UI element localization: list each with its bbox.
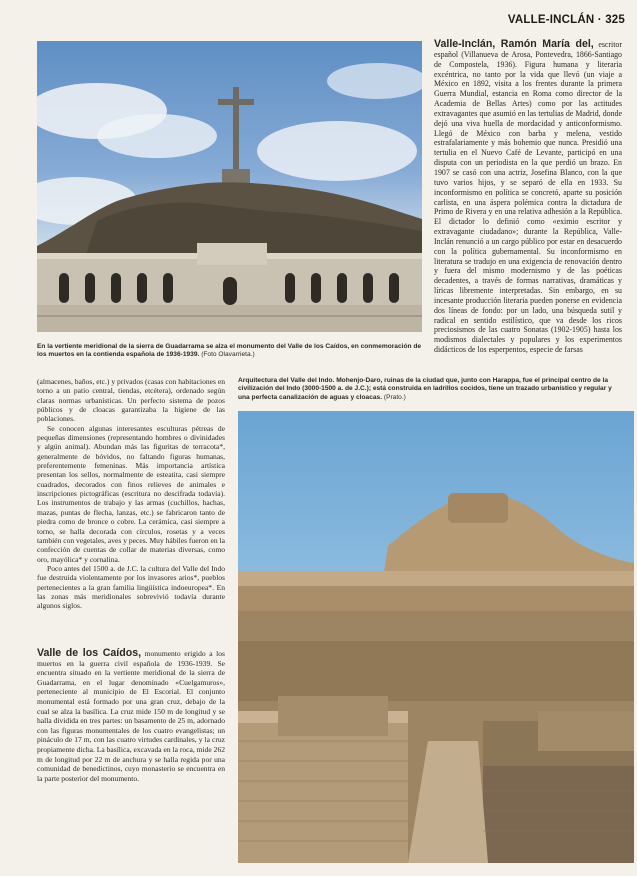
ruins-illustration [238,411,634,863]
entry-valle-del-indo-continued [37,377,225,611]
caption-credit: (Prato.) [383,393,406,401]
photo-mohenjo-daro [238,411,634,863]
photo-caption-valle-de-los-caidos [37,343,425,360]
entry-heading-valle-inclan: Valle-Inclán, Ramón María del, [434,38,594,50]
entry-valle-inclan [434,40,622,355]
photo-caption-mohenjo-daro [238,377,624,402]
entry-valle-de-los-caidos [37,649,225,783]
paragraph: (almacenes, baños, etc.) y privados (casas con habitaciones en torno a un patio central, tiendas, etcétera), ordenado según claras normas urbanísticas. Un perfecto sistema de pozos públicos y de cloacas garantizaba la higiene de las poblaciones. [37,377,225,424]
entry-body-valle-inclan: escritor español (Villanueva de Arosa, Pontevedra, 1866-Santiago de Compostela, 1936). Figura humana y literaria excéntrica, no tanto por la vida que llevó (un viaje a México en 1892, visita a los frentes durante la primera Guerra Mundial, estancia en Roma como director de la Academia de Bellas Artes) como por las actitudes extravagantes que asumió en las tertulias de Madrid, donde dejó una viva huella de mordacidad y anticonformismo. Llegó de México con barba y melena, vestido estrafalariamente y más bohemio que nunca. Presidió una tertulia en el Nuevo Café de Levante, participó en una disputa con un periodista en la que perdió un brazo. En 1907 se casó con una actriz, Josefina Blanco, con la que tuvo varios hijos, y se separó de ella en 1933. Su inconformismo en política se concretó, aparte su posición carlista, en una áspera polémica contra la dictadura de Primo de Rivera y en una relativa adhesión a la República. El dictador lo definió como «eximio escritor y extravagante ciudadano»; durante la República, Valle-Inclán renunció a un cargo público por estar en desacuerdo con la política gubernamental. Su inconformismo en literatura se tradujo en una exigencia de renovación dentro y fuera del mismo modernismo y de las poéticas decadentes, a través de formas narrativas, dramáticas y líricas libremente interpretadas. Sin embargo, en su incesante producción literaria pueden ponerse en evidencia dos líneas de fondo: por un lado, una búsqueda sutil y radical en sentido estilístico, que va desde los ricos preciosismos de las cuatro Sonatas (1902-1905) hasta los modismos dialectales y populares y los experimentos didácticos de los esperpentos, especie de farsas [434,40,622,355]
entry-body-valle-de-los-caidos: monumento erigido a los muertos en la guerra civil española de 1936-1939. Se encuentra situado en la vertiente meridional de la sierra de Guadarrama, en el lugar denominado «Cuelgamuros», perteneciente al municipio de El Escorial. El conjunto monumental está formado por una gran cruz, debajo de la cual se alza la basílica. La cruz mide 150 m de longitud y se halla dividida en tres partes: un basamento de 25 m, adornado con las figuras monumentales de los cuatro evangelistas; un pináculo de 17 m, con las cuatro virtudes cardinales, y la cruz propiamente dicha. La basílica, excavada en la roca, mide 262 m de longitud por 22 m de anchura y se halla regida por una comunidad de benedictinos, cuyo monasterio se encuentra en la parte posterior del monumento. [37,649,225,783]
monument-illustration [37,41,422,332]
paragraph: Se conocen algunas interesantes esculturas pétreas de pequeñas dimensiones (representando hombres o divinidades y algún animal). Abundan más las figuritas de terracota*, generalmente de bóvidos, no faltando figuras humanas, preferentemente femeninas. Más importancia artística presentan los sellos, normalmente de esteatita, casi siempre cuadrados, decorados con finos relieves de animales e inscripciones pictográficas (escritura no descifrada todavía). Los instrumentos de trabajo y las armas (cuchillos, hachas, mazas, puntas de flecha, lanzas, etc.) se fabricaron tanto de piedra como de bronce o cobre. La cerámica, casi siempre a torno, se halla decorada con círculos, rosetas y a veces también con vegetales, aves y peces. Muy hábiles fueron en la confección de cuentas de collar de materias diversas, como oro, mayólica* y cornalina. [37,423,225,564]
caption-credit: (Foto Olavarrieta.) [201,351,255,359]
entry-heading-valle-de-los-caidos: Valle de los Caídos, [37,647,142,659]
paragraph: Poco antes del 1500 a. de J.C. la cultura del Valle del Indo fue destruida violentamente por los invasores arios*, pueblos pertenecientes a la gran familia lingüística indoeuropea*. En las zonas más meridionales sobrevivió todavía durante algunos siglos. [37,563,225,611]
running-header: VALLE-INCLÁN · 325 [507,14,625,26]
caption-text: Arquitectura del Valle del Indo. Mohenjo-Daro, ruinas de la ciudad que, junto con Harappa, fue el principal centro de la civilización del Indo (3000-1500 a. de J.C.); está construida en ladrillos cocidos, tiene un trazado urbanístico y regular y una perfecta canalización de aguas y cloacas. [238,377,612,401]
caption-text: En la vertiente meridional de la sierra de Guadarrama se alza el monumento del Valle de los Caídos, en conmemoración de los muertos en la contienda española de 1936-1939. [37,343,422,359]
photo-valle-de-los-caidos [37,41,422,332]
